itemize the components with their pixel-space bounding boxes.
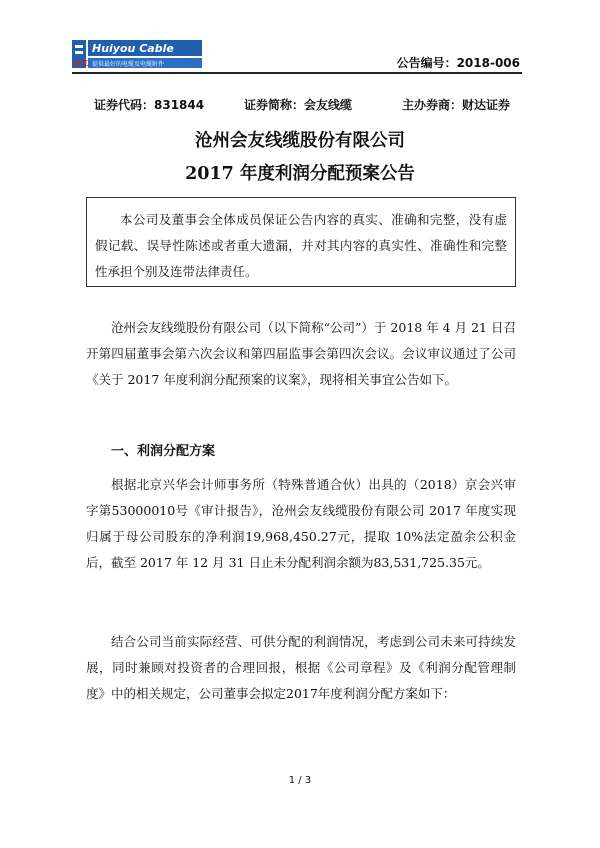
audit-paragraph: 根据北京兴华会计师事务所（特殊普通合伙）出具的（2018）京会兴审字第53000010号《审计报告》，沧州会友线缆股份有限公司 2017 年度实现归属于母公司股东的净利润19,968,450.27元，提取 10%法定盈余公积金后，截至 2017 年 12 月 31 日止未分配利润余额为83,531,725.35元。: [86, 477, 516, 570]
document-title: 2017 年度利润分配预案公告: [185, 164, 415, 184]
svg-text:提供最好的电缆及电缆附件: 提供最好的电缆及电缆附件: [92, 61, 165, 68]
security-code: 证券代码：831844: [94, 98, 205, 112]
section-heading: 一、利润分配方案: [111, 444, 216, 459]
disclaimer-box: 本公司及董事会全体成员保证公告内容的真实、准确和完整，没有虚假记载、误导性陈述或者重大遗漏，并对其内容的真实性、准确性和完整性承担个别及连带法律责任。: [86, 197, 516, 287]
svg-text:Huiyou Cable: Huiyou Cable: [92, 42, 174, 55]
company-logo: [72, 40, 202, 68]
company-title: 沧州会友线缆股份有限公司: [195, 131, 405, 151]
security-abbreviation: 证券简称：会友线缆: [244, 98, 353, 112]
intro-paragraph: 沧州会友线缆股份有限公司（以下简称“公司”）于 2018 年 4 月 21 日召开第四届董事会第六次会议和第四届监事会第四次会议。会议审议通过了公司《关于 2017 年度利润分配预案的议案》，现将相关事宜公告如下。: [86, 320, 516, 387]
header-divider: [72, 72, 522, 74]
announcement-number: 公告编号：2018-006: [396, 56, 520, 70]
sponsor-broker: 主办券商：财达证券: [401, 98, 510, 112]
plan-paragraph: 结合公司当前实际经营、可供分配的利润情况，考虑到公司未来可持续发展，同时兼顾对投资者的合理回报，根据《公司章程》及《利润分配管理制度》中的相关规定，公司董事会拟定2017年度利润分配方案如下：: [86, 634, 516, 701]
page-number: 1 / 3: [288, 775, 312, 786]
svg-text:安友: 安友: [74, 59, 88, 67]
